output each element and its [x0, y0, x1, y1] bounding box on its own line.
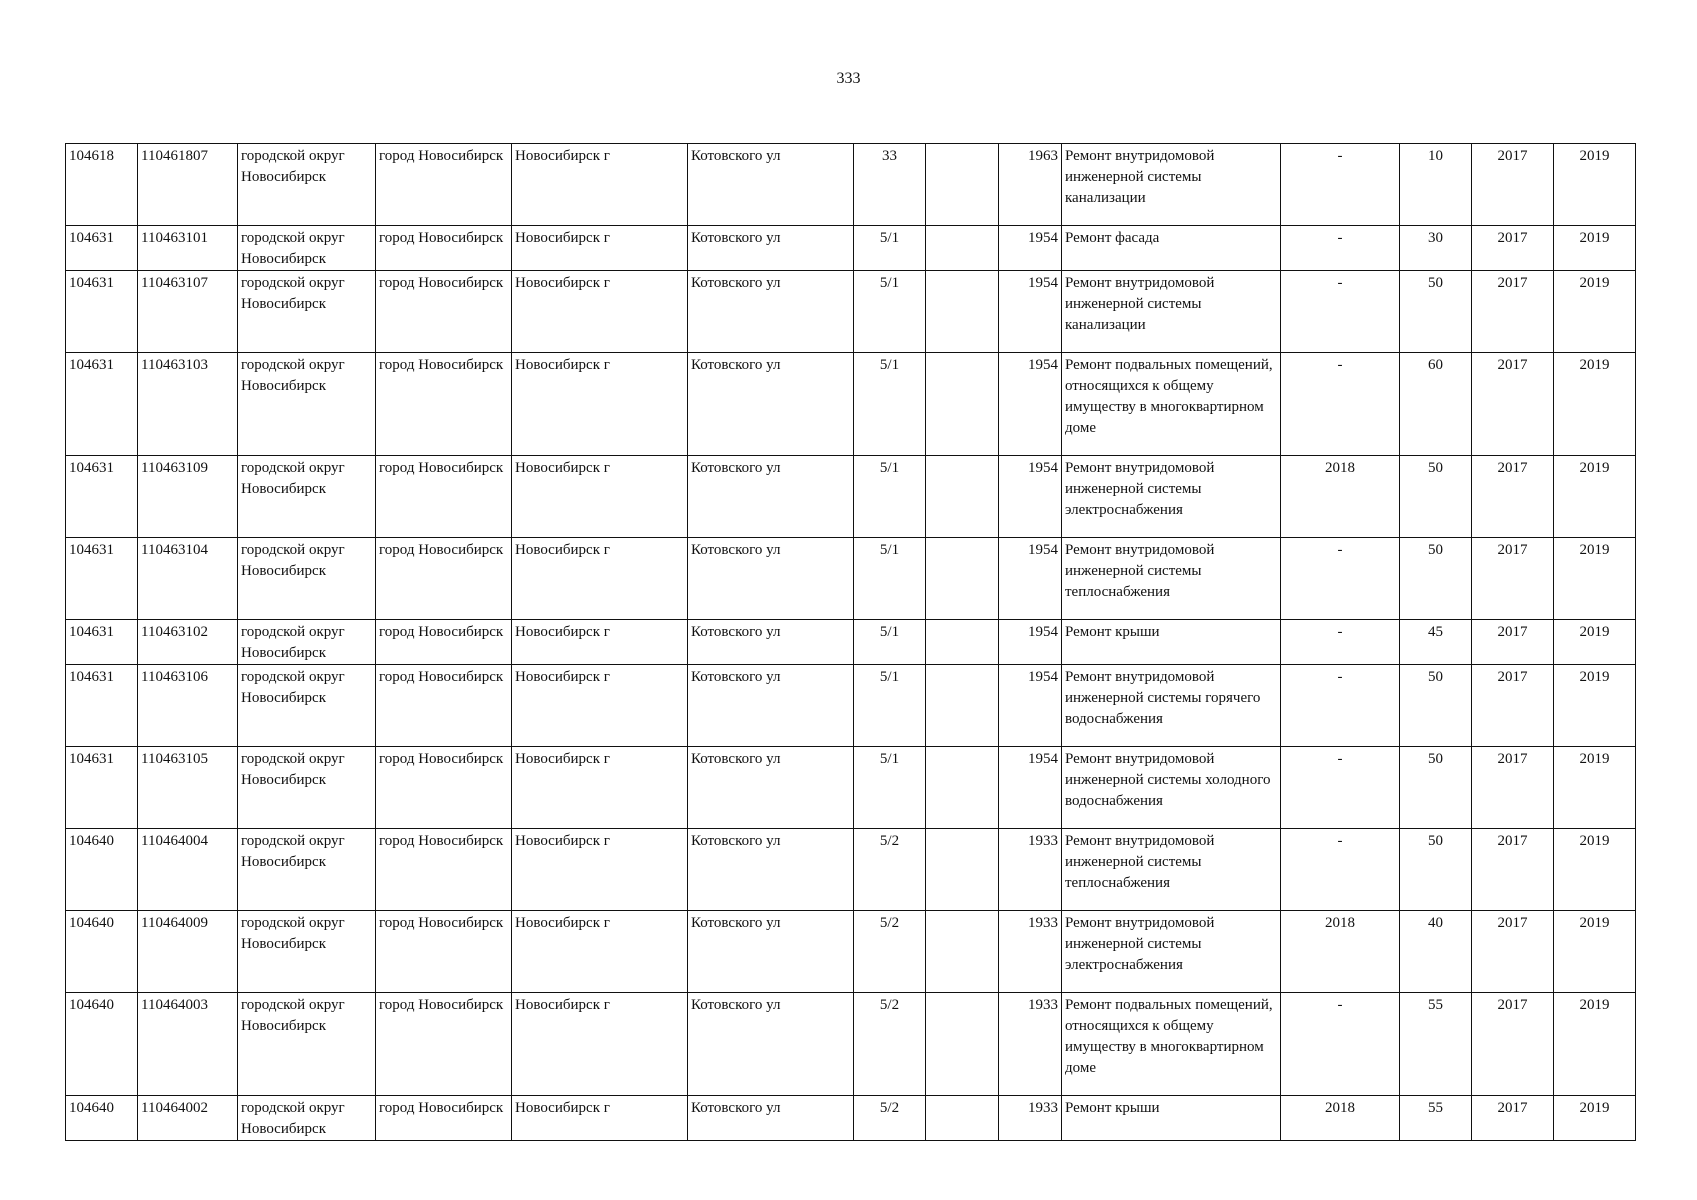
cell-street: Котовского ул: [688, 353, 854, 456]
cell-start-year: 2017: [1472, 747, 1554, 829]
cell-work-code: 110463107: [138, 271, 238, 353]
cell-street: Котовского ул: [688, 144, 854, 226]
cell-build-year: 1954: [999, 271, 1062, 353]
cell-city: Новосибирск г: [512, 456, 688, 538]
cell-completed-year: -: [1281, 993, 1400, 1096]
cell-build-year: 1963: [999, 144, 1062, 226]
cell-city: Новосибирск г: [512, 538, 688, 620]
cell-completed-year: 2018: [1281, 911, 1400, 993]
cell-work-type: Ремонт подвальных помещений, относящихся к общему имуществу в многоквартирном доме: [1062, 993, 1281, 1096]
table-row: [66, 144, 1636, 226]
cell-street: Котовского ул: [688, 538, 854, 620]
cell-work-code: 110461807: [138, 144, 238, 226]
cell-settlement: город Новосибирск: [376, 226, 512, 271]
cell-house-number: 5/2: [854, 829, 926, 911]
cell-district: городской округ Новосибирск: [238, 911, 376, 993]
cell-building: [926, 456, 999, 538]
cell-work-type: Ремонт внутридомовой инженерной системы электроснабжения: [1062, 456, 1281, 538]
cell-completed-year: 2018: [1281, 456, 1400, 538]
cell-work-type: Ремонт фасада: [1062, 226, 1281, 271]
table-row: [66, 829, 1636, 911]
cell-work-code: 110463102: [138, 620, 238, 665]
cell-service-life: 50: [1400, 271, 1472, 353]
cell-completed-year: -: [1281, 353, 1400, 456]
cell-house-id: 104640: [66, 911, 138, 993]
cell-start-year: 2017: [1472, 456, 1554, 538]
cell-city: Новосибирск г: [512, 747, 688, 829]
cell-settlement: город Новосибирск: [376, 993, 512, 1096]
cell-house-id: 104631: [66, 620, 138, 665]
cell-settlement: город Новосибирск: [376, 353, 512, 456]
cell-start-year: 2017: [1472, 665, 1554, 747]
cell-district: городской округ Новосибирск: [238, 456, 376, 538]
cell-work-type: Ремонт внутридомовой инженерной системы теплоснабжения: [1062, 829, 1281, 911]
cell-work-code: 110463106: [138, 665, 238, 747]
cell-end-year: 2019: [1554, 747, 1636, 829]
cell-building: [926, 144, 999, 226]
cell-completed-year: -: [1281, 271, 1400, 353]
cell-completed-year: -: [1281, 620, 1400, 665]
cell-city: Новосибирск г: [512, 1096, 688, 1141]
cell-service-life: 50: [1400, 456, 1472, 538]
cell-build-year: 1954: [999, 747, 1062, 829]
cell-house-id: 104631: [66, 456, 138, 538]
cell-building: [926, 829, 999, 911]
cell-work-type: Ремонт внутридомовой инженерной системы холодного водоснабжения: [1062, 747, 1281, 829]
cell-settlement: город Новосибирск: [376, 538, 512, 620]
table-row: [66, 993, 1636, 1096]
cell-work-type: Ремонт внутридомовой инженерной системы горячего водоснабжения: [1062, 665, 1281, 747]
cell-end-year: 2019: [1554, 911, 1636, 993]
cell-end-year: 2019: [1554, 144, 1636, 226]
cell-district: городской округ Новосибирск: [238, 538, 376, 620]
cell-house-id: 104640: [66, 829, 138, 911]
cell-house-id: 104631: [66, 538, 138, 620]
cell-house-id: 104631: [66, 353, 138, 456]
cell-start-year: 2017: [1472, 620, 1554, 665]
table-row: [66, 456, 1636, 538]
cell-completed-year: 2018: [1281, 1096, 1400, 1141]
cell-work-code: 110463105: [138, 747, 238, 829]
cell-building: [926, 538, 999, 620]
cell-building: [926, 620, 999, 665]
cell-work-code: 110463109: [138, 456, 238, 538]
cell-service-life: 45: [1400, 620, 1472, 665]
cell-completed-year: -: [1281, 144, 1400, 226]
cell-work-type: Ремонт внутридомовой инженерной системы канализации: [1062, 144, 1281, 226]
cell-settlement: город Новосибирск: [376, 747, 512, 829]
cell-district: городской округ Новосибирск: [238, 747, 376, 829]
cell-house-number: 5/1: [854, 620, 926, 665]
cell-street: Котовского ул: [688, 747, 854, 829]
cell-end-year: 2019: [1554, 1096, 1636, 1141]
cell-house-id: 104631: [66, 747, 138, 829]
cell-building: [926, 353, 999, 456]
cell-build-year: 1933: [999, 1096, 1062, 1141]
cell-end-year: 2019: [1554, 226, 1636, 271]
cell-work-code: 110464002: [138, 1096, 238, 1141]
cell-district: городской округ Новосибирск: [238, 271, 376, 353]
cell-start-year: 2017: [1472, 226, 1554, 271]
cell-city: Новосибирск г: [512, 271, 688, 353]
cell-settlement: город Новосибирск: [376, 144, 512, 226]
cell-build-year: 1954: [999, 456, 1062, 538]
cell-building: [926, 993, 999, 1096]
cell-house-id: 104640: [66, 1096, 138, 1141]
cell-city: Новосибирск г: [512, 226, 688, 271]
cell-street: Котовского ул: [688, 911, 854, 993]
cell-completed-year: -: [1281, 747, 1400, 829]
table-row: [66, 747, 1636, 829]
cell-build-year: 1933: [999, 993, 1062, 1096]
cell-work-type: Ремонт крыши: [1062, 620, 1281, 665]
cell-settlement: город Новосибирск: [376, 829, 512, 911]
cell-start-year: 2017: [1472, 538, 1554, 620]
cell-completed-year: -: [1281, 538, 1400, 620]
cell-settlement: город Новосибирск: [376, 911, 512, 993]
cell-start-year: 2017: [1472, 1096, 1554, 1141]
cell-work-code: 110463104: [138, 538, 238, 620]
cell-house-id: 104618: [66, 144, 138, 226]
cell-house-number: 5/1: [854, 226, 926, 271]
cell-service-life: 55: [1400, 993, 1472, 1096]
cell-city: Новосибирск г: [512, 665, 688, 747]
cell-end-year: 2019: [1554, 829, 1636, 911]
cell-building: [926, 271, 999, 353]
cell-service-life: 10: [1400, 144, 1472, 226]
cell-street: Котовского ул: [688, 456, 854, 538]
cell-district: городской округ Новосибирск: [238, 665, 376, 747]
cell-work-code: 110463101: [138, 226, 238, 271]
cell-end-year: 2019: [1554, 665, 1636, 747]
cell-work-code: 110463103: [138, 353, 238, 456]
cell-district: городской округ Новосибирск: [238, 620, 376, 665]
cell-service-life: 50: [1400, 829, 1472, 911]
cell-settlement: город Новосибирск: [376, 1096, 512, 1141]
cell-house-id: 104631: [66, 665, 138, 747]
cell-building: [926, 747, 999, 829]
cell-street: Котовского ул: [688, 271, 854, 353]
table-row: [66, 665, 1636, 747]
cell-build-year: 1954: [999, 353, 1062, 456]
page-number: 333: [836, 70, 861, 87]
cell-house-number: 5/1: [854, 538, 926, 620]
cell-service-life: 50: [1400, 747, 1472, 829]
cell-house-number: 33: [854, 144, 926, 226]
repair-registry-table: [65, 143, 1636, 1141]
cell-district: городской округ Новосибирск: [238, 226, 376, 271]
cell-settlement: город Новосибирск: [376, 271, 512, 353]
cell-end-year: 2019: [1554, 456, 1636, 538]
cell-house-number: 5/2: [854, 911, 926, 993]
cell-end-year: 2019: [1554, 353, 1636, 456]
cell-end-year: 2019: [1554, 271, 1636, 353]
cell-settlement: город Новосибирск: [376, 620, 512, 665]
cell-street: Котовского ул: [688, 620, 854, 665]
cell-work-type: Ремонт внутридомовой инженерной системы теплоснабжения: [1062, 538, 1281, 620]
cell-service-life: 50: [1400, 538, 1472, 620]
cell-city: Новосибирск г: [512, 144, 688, 226]
cell-build-year: 1954: [999, 538, 1062, 620]
cell-completed-year: -: [1281, 665, 1400, 747]
cell-house-number: 5/1: [854, 747, 926, 829]
cell-district: городской округ Новосибирск: [238, 144, 376, 226]
cell-building: [926, 1096, 999, 1141]
cell-house-number: 5/2: [854, 1096, 926, 1141]
cell-completed-year: -: [1281, 226, 1400, 271]
cell-start-year: 2017: [1472, 829, 1554, 911]
cell-street: Котовского ул: [688, 993, 854, 1096]
cell-service-life: 60: [1400, 353, 1472, 456]
cell-house-number: 5/2: [854, 993, 926, 1096]
cell-district: городской округ Новосибирск: [238, 993, 376, 1096]
cell-completed-year: -: [1281, 829, 1400, 911]
cell-city: Новосибирск г: [512, 620, 688, 665]
cell-district: городской округ Новосибирск: [238, 1096, 376, 1141]
cell-city: Новосибирск г: [512, 829, 688, 911]
table-row: [66, 620, 1636, 665]
cell-city: Новосибирск г: [512, 911, 688, 993]
cell-service-life: 40: [1400, 911, 1472, 993]
cell-work-type: Ремонт крыши: [1062, 1096, 1281, 1141]
cell-start-year: 2017: [1472, 911, 1554, 993]
cell-build-year: 1933: [999, 911, 1062, 993]
cell-house-id: 104631: [66, 271, 138, 353]
cell-build-year: 1933: [999, 829, 1062, 911]
cell-start-year: 2017: [1472, 271, 1554, 353]
cell-building: [926, 665, 999, 747]
cell-house-number: 5/1: [854, 353, 926, 456]
table-row: [66, 226, 1636, 271]
cell-street: Котовского ул: [688, 665, 854, 747]
cell-street: Котовского ул: [688, 829, 854, 911]
cell-house-number: 5/1: [854, 665, 926, 747]
cell-start-year: 2017: [1472, 353, 1554, 456]
cell-city: Новосибирск г: [512, 353, 688, 456]
cell-end-year: 2019: [1554, 538, 1636, 620]
cell-end-year: 2019: [1554, 620, 1636, 665]
cell-start-year: 2017: [1472, 993, 1554, 1096]
table-row: [66, 538, 1636, 620]
cell-work-type: Ремонт подвальных помещений, относящихся к общему имуществу в многоквартирном доме: [1062, 353, 1281, 456]
cell-house-id: 104631: [66, 226, 138, 271]
cell-end-year: 2019: [1554, 993, 1636, 1096]
cell-district: городской округ Новосибирск: [238, 353, 376, 456]
cell-city: Новосибирск г: [512, 993, 688, 1096]
table-row: [66, 271, 1636, 353]
table-row: [66, 1096, 1636, 1141]
cell-settlement: город Новосибирск: [376, 665, 512, 747]
cell-street: Котовского ул: [688, 226, 854, 271]
cell-work-code: 110464004: [138, 829, 238, 911]
cell-build-year: 1954: [999, 620, 1062, 665]
table-row: [66, 911, 1636, 993]
cell-work-type: Ремонт внутридомовой инженерной системы электроснабжения: [1062, 911, 1281, 993]
cell-house-id: 104640: [66, 993, 138, 1096]
cell-work-code: 110464003: [138, 993, 238, 1096]
cell-house-number: 5/1: [854, 456, 926, 538]
cell-building: [926, 226, 999, 271]
cell-work-type: Ремонт внутридомовой инженерной системы канализации: [1062, 271, 1281, 353]
cell-service-life: 55: [1400, 1096, 1472, 1141]
cell-build-year: 1954: [999, 226, 1062, 271]
cell-building: [926, 911, 999, 993]
cell-service-life: 50: [1400, 665, 1472, 747]
cell-service-life: 30: [1400, 226, 1472, 271]
cell-house-number: 5/1: [854, 271, 926, 353]
cell-work-code: 110464009: [138, 911, 238, 993]
table-row: [66, 353, 1636, 456]
cell-street: Котовского ул: [688, 1096, 854, 1141]
cell-district: городской округ Новосибирск: [238, 829, 376, 911]
cell-settlement: город Новосибирск: [376, 456, 512, 538]
cell-start-year: 2017: [1472, 144, 1554, 226]
cell-build-year: 1954: [999, 665, 1062, 747]
